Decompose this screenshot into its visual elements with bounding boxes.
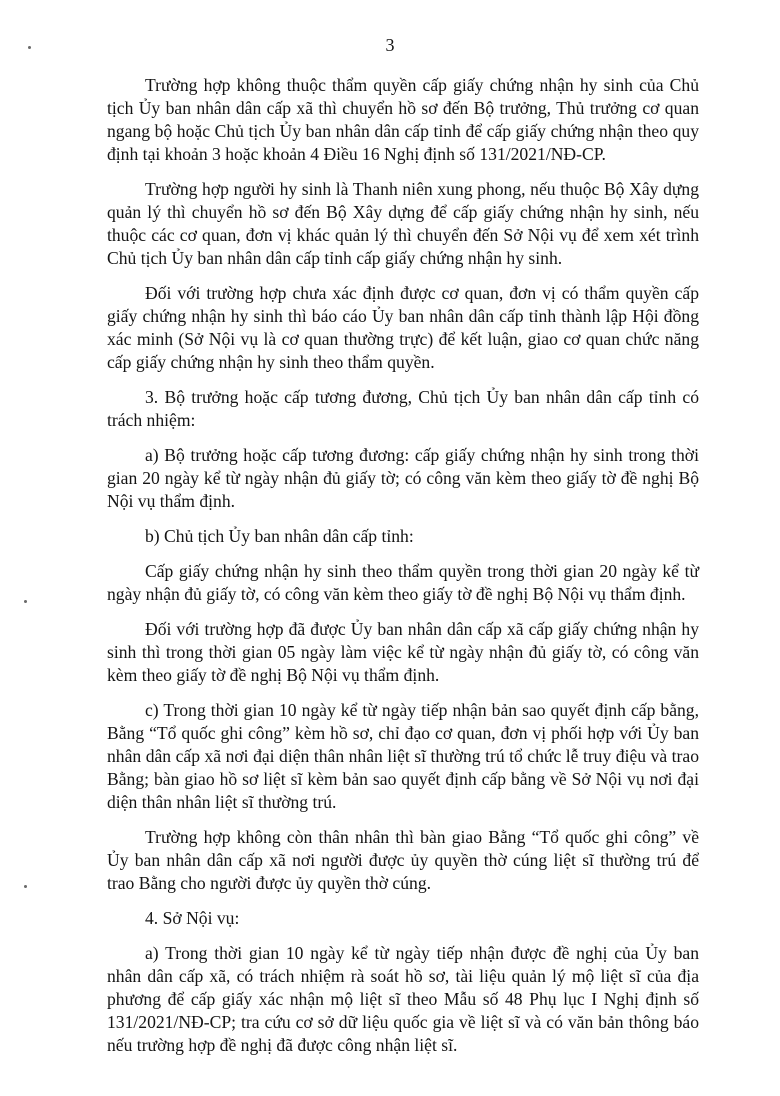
item-3a: a) Bộ trưởng hoặc cấp tương đương: cấp giấy chứng nhận hy sinh trong thời gian 20 ngày kể từ ngày nhận đủ giấy tờ; có công văn kèm theo giấy tờ đề nghị Bộ Nội vụ thẩm định. bbox=[107, 445, 699, 511]
paragraph-undetermined-authority: Đối với trường hợp chưa xác định được cơ quan, đơn vị có thẩm quyền cấp giấy chứng nhận hy sinh thì báo cáo Ủy ban nhân dân cấp tỉnh thành lập Hội đồng xác minh (Sở Nội vụ là cơ quan thường trực) để kết luận, giao cơ quan chức năng cấp giấy chứng nhận hy sinh theo thẩm quyền. bbox=[107, 283, 699, 372]
paragraph-youth-volunteers: Trường hợp người hy sinh là Thanh niên xung phong, nếu thuộc Bộ Xây dựng quản lý thì chuyển hồ sơ đến Bộ Xây dựng để cấp giấy chứng nhận hy sinh, nếu thuộc các cơ quan, đơn vị khác quản lý thì chuyển đến Sở Nội vụ để xem xét trình Chủ tịch Ủy ban nhân dân cấp tỉnh cấp giấy chứng nhận hy sinh. bbox=[107, 179, 699, 268]
scan-speck bbox=[28, 46, 31, 49]
item-4a: a) Trong thời gian 10 ngày kể từ ngày tiếp nhận được đề nghị của Ủy ban nhân dân cấp xã, có trách nhiệm rà soát hồ sơ, tài liệu quản lý mộ liệt sĩ của địa phương để cấp giấy xác nhận mộ liệt sĩ theo Mẫu số 48 Phụ lục I Nghị định số 131/2021/NĐ-CP; tra cứu cơ sở dữ liệu quốc gia về liệt sĩ và có văn bản thông báo nếu trường hợp đề nghị đã được công nhận liệt sĩ. bbox=[107, 943, 699, 1055]
scan-speck bbox=[24, 600, 27, 603]
item-3c-no-relatives: Trường hợp không còn thân nhân thì bàn giao Bằng “Tổ quốc ghi công” về Ủy ban nhân dân cấp xã nơi người được ủy quyền thờ cúng liệt sĩ thường trú để trao Bằng cho người được ủy quyền thờ cúng. bbox=[107, 827, 699, 893]
scan-speck bbox=[24, 885, 27, 888]
document-body bbox=[107, 74, 699, 1069]
page-number: 3 bbox=[385, 35, 395, 55]
item-3b-body-1: Cấp giấy chứng nhận hy sinh theo thẩm quyền trong thời gian 20 ngày kể từ ngày nhận đủ giấy tờ, có công văn kèm theo giấy tờ đề nghị Bộ Nội vụ thẩm định. bbox=[107, 561, 699, 604]
paragraph-competence-transfer: Trường hợp không thuộc thẩm quyền cấp giấy chứng nhận hy sinh của Chủ tịch Ủy ban nhân dân cấp xã thì chuyển hồ sơ đến Bộ trưởng, Thủ trưởng cơ quan ngang bộ hoặc Chủ tịch Ủy ban nhân dân cấp tỉnh để cấp giấy chứng nhận theo quy định tại khoản 3 hoặc khoản 4 Điều 16 Nghị định số 131/2021/NĐ-CP. bbox=[107, 75, 699, 164]
item-3b-body-2: Đối với trường hợp đã được Ủy ban nhân dân cấp xã cấp giấy chứng nhận hy sinh thì trong thời gian 05 ngày làm việc kể từ ngày nhận đủ giấy tờ, có công văn kèm theo giấy tờ đề nghị Bộ Nội vụ thẩm định. bbox=[107, 619, 699, 685]
section-4-heading: 4. Sở Nội vụ: bbox=[145, 908, 240, 928]
section-3-heading: 3. Bộ trưởng hoặc cấp tương đương, Chủ tịch Ủy ban nhân dân cấp tỉnh có trách nhiệm: bbox=[107, 387, 699, 430]
item-3b-heading: b) Chủ tịch Ủy ban nhân dân cấp tỉnh: bbox=[145, 526, 414, 546]
item-3c: c) Trong thời gian 10 ngày kể từ ngày tiếp nhận bản sao quyết định cấp bằng, Bằng “Tổ quốc ghi công” kèm hồ sơ, chỉ đạo cơ quan, đơn vị phối hợp với Ủy ban nhân dân cấp xã nơi đại diện thân nhân liệt sĩ thường trú tổ chức lễ truy điệu và trao Bằng; bàn giao hồ sơ liệt sĩ kèm bản sao quyết định cấp bằng về Sở Nội vụ nơi đại diện thân nhân liệt sĩ thường trú. bbox=[107, 700, 699, 812]
